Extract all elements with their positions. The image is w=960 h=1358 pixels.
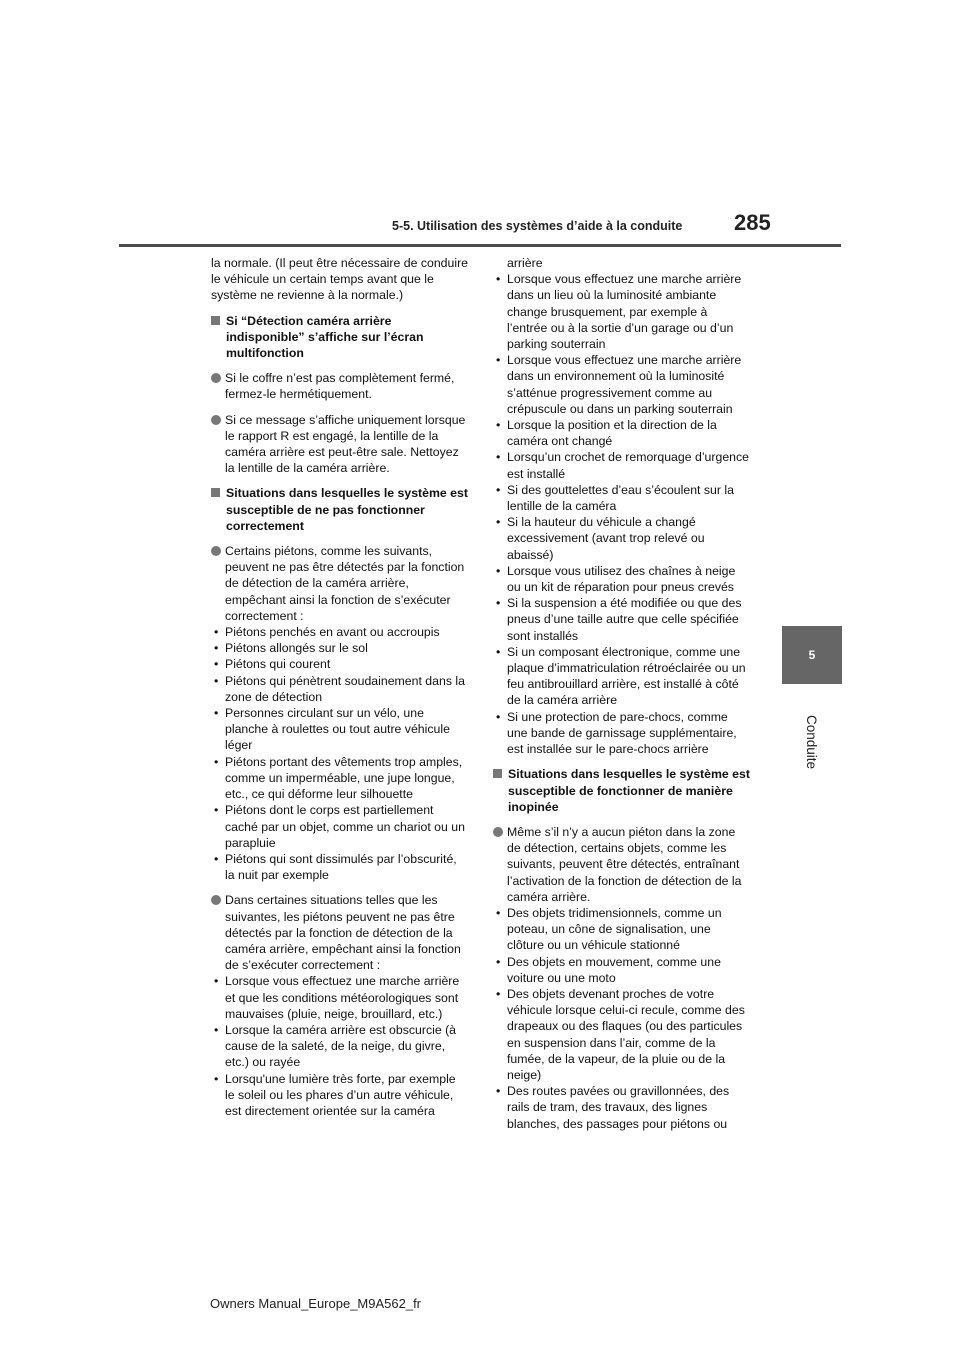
circle-bullet-icon	[493, 827, 503, 837]
list-item-text: Lorsque la position et la direction de la caméra ont changé	[507, 418, 717, 449]
list-item: • Si la hauteur du véhicule a changé excessivement (avant trop relevé ou abaissé)	[496, 515, 705, 562]
bullet-text: Même s’il n’y a aucun piéton dans la zone de détection, certains objets, comme les suivants, peuvent être détectés, entraînant l’activation de la fonction de détection de la caméra arrière.	[507, 824, 742, 904]
circle-bullet-icon	[211, 895, 221, 905]
list-item-text: Piétons portant des vêtements trop amples, comme un imperméable, une jupe longue, etc., ce qui déforme leur silhouette	[225, 754, 463, 802]
square-bullet-icon	[493, 769, 502, 778]
list-item: • Piétons allongés sur le sol	[214, 641, 368, 656]
list-item-text: Piétons allongés sur le sol	[225, 641, 368, 656]
sub-list	[211, 973, 468, 1119]
heading-text: Situations dans lesquelles le système est susceptible de fonctionner de manière inopinée	[508, 767, 750, 814]
list-item-text: Lorsque vous effectuez une marche arrière et que les conditions météorologiques sont mauvaises (pluie, neige, brouillard, etc.)	[225, 974, 460, 1021]
list-item: • Piétons qui courent	[214, 657, 331, 672]
list-item: • Lorsque vous utilisez des chaînes à neige ou un kit de réparation pour pneus crevés	[496, 563, 736, 595]
bullet-text: Dans certaines situations telles que les suivantes, les piétons peuvent ne pas être détectés par la fonction de détection de la caméra arrière, empêchant ainsi la fonction de s’exécuter correctement :	[225, 893, 461, 973]
list-item: • Si la suspension a été modifiée ou que des pneus d’une taille autre que celle spécifiée sont installés	[496, 596, 742, 643]
list-item: • Si une protection de pare-chocs, comme une bande de garnissage supplémentaire, est installée sur le pare-chocs arrière	[496, 709, 737, 757]
square-bullet-icon	[211, 316, 220, 325]
list-item-text: Si la hauteur du véhicule a changé excessivement (avant trop relevé ou abaissé)	[507, 515, 705, 562]
chapter-tab[interactable]	[782, 626, 842, 684]
list-item-text: arrière	[507, 256, 543, 270]
circle-bullet-icon	[211, 373, 221, 383]
list-item-text: Lorsque vous effectuez une marche arrière dans un environnement où la luminosité s’atténue progressivement comme au crépuscule ou dans un parking souterrain	[507, 353, 742, 416]
list-item-text: Lorsqu’un crochet de remorquage d’urgence est installé	[507, 450, 749, 481]
list-item: • Des objets en mouvement, comme une voiture ou une moto	[496, 954, 721, 985]
list-item: • Lorsque vous effectuez une marche arrière et que les conditions météorologiques sont mauvaises (pluie, neige, brouillard, etc.)	[214, 974, 460, 1021]
right-column	[493, 255, 750, 1141]
bullet-item	[211, 412, 468, 477]
section-heading	[211, 313, 468, 362]
list-item-text: Piétons penchés en avant ou accroupis	[225, 625, 440, 640]
list-item-text: Si un composant électronique, comme une plaque d’immatriculation rétroéclairée ou un feu antibrouillard arrière, est installé à côté de la caméra arrière	[507, 644, 746, 708]
chapter-number: 5	[808, 648, 816, 662]
list-item: • Lorsqu’un crochet de remorquage d’urgence est installé	[496, 450, 749, 481]
circle-bullet-icon	[211, 546, 221, 556]
intro-paragraph: la normale. (Il peut être nécessaire de conduire le véhicule un certain temps avant que le système ne revienne à la normale.)	[211, 256, 469, 303]
section-title: 5-5. Utilisation des systèmes d’aide à la conduite	[392, 219, 683, 233]
list-item: • Lorsque la caméra arrière est obscurcie (à cause de la saleté, de la neige, du givre, etc.) ou rayée	[214, 1022, 457, 1070]
bullet-text: Si le coffre n’est pas complètement fermé, fermez-le hermétiquement.	[225, 371, 455, 402]
sub-list	[493, 271, 750, 757]
list-item-text: Lorsque vous effectuez une marche arrière dans un lieu où la luminosité ambiante change brusquement, par exemple à l’entrée ou à la sortie d’un garage ou d’un parking souterrain	[507, 272, 742, 352]
bullet-text: Certains piétons, comme les suivants, peuvent ne pas être détectés par la fonction de détection de la caméra arrière, empêchant ainsi la fonction de s’exécuter correctement :	[225, 544, 465, 623]
page-number: 285	[734, 210, 771, 235]
list-item-text: Si une protection de pare-chocs, comme une bande de garnissage supplémentaire, est installée sur le pare-chocs arrière	[507, 709, 737, 757]
list-item-text: Des objets en mouvement, comme une voiture ou une moto	[507, 954, 721, 985]
list-item: • Des routes pavées ou gravillonnées, des rails de tram, des travaux, des lignes blanches, des passages pour piétons ou	[496, 1084, 730, 1131]
list-item-text: Lorsqu'une lumière très forte, par exemple le soleil ou les phares d’un autre véhicule, est directement orientée sur la caméra	[225, 1071, 456, 1118]
list-item: • Piétons dont le corps est partiellement caché par un objet, comme un chariot ou un parapluie	[214, 803, 465, 850]
sub-list	[493, 905, 750, 1132]
chapter-label: Conduite	[804, 714, 820, 770]
list-item: • Piétons qui pénètrent soudainement dans la zone de détection	[214, 673, 465, 704]
list-item-text: Des routes pavées ou gravillonnées, des rails de tram, des travaux, des lignes blanches, des passages pour piétons ou	[507, 1084, 730, 1131]
list-item-text: Piétons qui sont dissimulés par l’obscurité, la nuit par exemple	[225, 851, 457, 883]
bullet-item	[211, 892, 468, 973]
list-item: • Piétons penchés en avant ou accroupis	[214, 625, 440, 640]
list-item-text: Si des gouttelettes d’eau s’écoulent sur la lentille de la caméra	[507, 482, 734, 514]
list-item-text: Piétons qui pénètrent soudainement dans la zone de détection	[225, 673, 465, 704]
left-column	[211, 255, 468, 1128]
list-item: • Lorsqu'une lumière très forte, par exemple le soleil ou les phares d’un autre véhicule, est directement orientée sur la caméra	[214, 1071, 456, 1118]
bullet-item	[493, 824, 750, 905]
heading-text: Situations dans lesquelles le système est susceptible de ne pas fonctionner correctement	[226, 486, 468, 533]
circle-bullet-icon	[211, 415, 221, 425]
list-item: • Si un composant électronique, comme une plaque d’immatriculation rétroéclairée ou un feu antibrouillard arrière, est installé à côté de la caméra arrière	[496, 644, 746, 708]
list-item: • Lorsque vous effectuez une marche arrière dans un lieu où la luminosité ambiante change brusquement, par exemple à l’entrée ou à la sortie d’un garage ou d’un parking souterrain	[496, 272, 742, 352]
bullet-group	[211, 543, 468, 883]
list-item: • Des objets tridimensionnels, comme un poteau, un cône de signalisation, une clôture ou un véhicule stationné	[496, 905, 722, 953]
bullet-item	[211, 543, 468, 624]
bullet-group	[493, 824, 750, 1132]
list-item-text: Lorsque vous utilisez des chaînes à neige ou un kit de réparation pour pneus crevés	[507, 563, 736, 595]
square-bullet-icon	[211, 488, 220, 497]
list-item: • Des objets devenant proches de votre véhicule lorsque celui-ci recule, comme des drapeaux ou des flaques (ou des particules en suspension dans l’air, comme de la fumée, de la vapeur, de la pluie ou de la neige)	[496, 986, 745, 1082]
list-item: • Si des gouttelettes d’eau s’écoulent sur la lentille de la caméra	[496, 482, 734, 514]
continuation-text	[493, 255, 750, 271]
list-item-text: Des objets devenant proches de votre véhicule lorsque celui-ci recule, comme des drapeaux ou des flaques (ou des particules en suspension dans l’air, comme de la fumée, de la vapeur, de la pluie ou de la neige)	[507, 986, 745, 1082]
list-item: • Lorsque vous effectuez une marche arrière dans un environnement où la luminosité s’atténue progressivement comme au crépuscule ou dans un parking souterrain	[496, 353, 742, 416]
bullet-group	[211, 892, 468, 1119]
bullet-text: Si ce message s’affiche uniquement lorsque le rapport R est engagé, la lentille de la caméra arrière est peut-être sale. Nettoyez la lentille de la caméra arrière.	[225, 412, 466, 476]
list-item: • Lorsque la position et la direction de la caméra ont changé	[496, 418, 717, 449]
list-item-text: Lorsque la caméra arrière est obscurcie (à cause de la saleté, de la neige, du givre, etc.) ou rayée	[225, 1022, 457, 1070]
list-item: • Personnes circulant sur un vélo, une planche à roulettes ou tout autre véhicule léger	[214, 706, 450, 753]
list-item: • Piétons portant des vêtements trop amples, comme un imperméable, une jupe longue, etc., ce qui déforme leur silhouette	[214, 754, 463, 802]
list-item-text: Des objets tridimensionnels, comme un poteau, un cône de signalisation, une clôture ou un véhicule stationné	[507, 905, 722, 953]
heading-text: Si “Détection caméra arrière indisponible” s’affiche sur l’écran multifonction	[226, 313, 424, 361]
section-heading	[211, 485, 468, 534]
list-item-text: Si la suspension a été modifiée ou que des pneus d’une taille autre que celle spécifiée sont installés	[507, 596, 742, 643]
list-item-text: Piétons qui courent	[225, 657, 331, 672]
manual-footer: Owners Manual_Europe_M9A562_fr	[210, 1296, 422, 1311]
list-item-text: Piétons dont le corps est partiellement caché par un objet, comme un chariot ou un parapluie	[225, 803, 465, 850]
section-heading	[493, 766, 750, 815]
header-divider	[119, 244, 841, 247]
sub-list	[211, 624, 468, 883]
bullet-item	[211, 370, 468, 402]
list-item-text: Personnes circulant sur un vélo, une planche à roulettes ou tout autre véhicule léger	[225, 706, 450, 753]
list-item: • Piétons qui sont dissimulés par l’obscurité, la nuit par exemple	[214, 851, 457, 883]
